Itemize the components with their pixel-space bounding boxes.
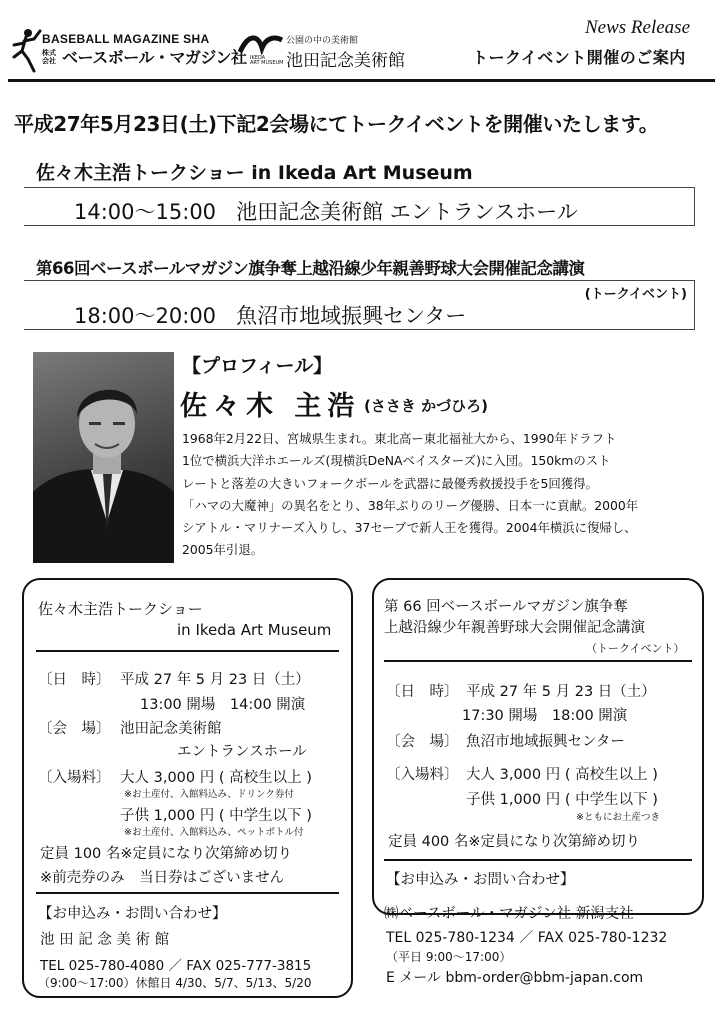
left-advance-ticket-note: ※前売券のみ 当日券はございません — [40, 870, 285, 886]
left-date-label: 〔日 時〕 — [38, 672, 111, 688]
event-2-title: 第66回ベースボールマガジン旗争奪上越沿線少年親善野球大会開催記念講演 — [36, 255, 588, 279]
event-1-title-rule — [24, 187, 695, 188]
left-contact-name: 池 田 記 念 美 術 館 — [40, 932, 170, 948]
publisher-corp-label: 株式会社 — [42, 49, 56, 65]
right-date: 平成 27 年 5 月 23 日（土） — [466, 684, 656, 700]
left-venue: 池田記念美術館 — [120, 721, 222, 737]
left-contact-tel: TEL 025-780-4080 ／ FAX 025-777-3815 — [40, 958, 312, 974]
profile-name-kana: (ささき かづひろ) — [364, 397, 488, 415]
left-capacity: 定員 100 名※定員になり次第締め切り — [40, 846, 293, 862]
headline: 平成27年5月23日(土)下記2会場にてトークイベントを開催いたします。 — [14, 112, 659, 136]
right-contact-name: ㈱ベースボール・マガジン社 新潟支社 — [384, 906, 634, 922]
right-date-label: 〔日 時〕 — [386, 684, 459, 700]
event-1 — [30, 158, 695, 226]
right-contact-tel: TEL 025-780-1234 ／ FAX 025-780-1232 — [386, 930, 668, 946]
event-2-note: (トークイベント) — [585, 283, 687, 302]
right-contact-hours: （平日 9:00〜17:00） — [386, 950, 512, 964]
right-open-time: 17:30 開場 18:00 開演 — [462, 708, 628, 724]
left-fee-child: 子供 1,000 円 ( 中学生以下 ) — [120, 808, 312, 824]
profile-name: 佐々木 主浩 — [180, 391, 361, 422]
left-fee-child-note: ※お土産付、入館料込み、ペットボトル付 — [124, 827, 304, 838]
news-release-label: News Release — [585, 17, 691, 38]
lecture-info-box — [372, 578, 704, 915]
event-2 — [30, 255, 695, 330]
bio-line: 1968年2月22日、宮城県生まれ。東北高ー東北福祉大から、1990年ドラフト — [182, 431, 617, 446]
right-fee-child: 子供 1,000 円 ( 中学生以下 ) — [466, 792, 658, 808]
museum-tagline: 公園の中の美術館 — [286, 36, 359, 46]
left-box-divider — [36, 892, 339, 894]
left-date: 平成 27 年 5 月 23 日（土） — [120, 672, 310, 688]
left-box-title: 佐々木主浩トークショー — [38, 600, 203, 618]
left-venue-label: 〔会 場〕 — [38, 721, 111, 737]
talk-show-info-box — [22, 578, 353, 998]
right-box-divider — [384, 859, 692, 861]
left-contact-hours: （9:00〜17:00）休館日 4/30、5/7、5/13、5/20 — [38, 976, 312, 990]
publisher-name-jp: ベースボール・マガジン社 — [62, 48, 247, 67]
profile-bio — [182, 428, 702, 562]
event-1-title: 佐々木主浩トークショー in Ikeda Art Museum — [36, 158, 479, 185]
release-title: トークイベント開催のご案内 — [472, 48, 686, 67]
profile-heading: 【プロフィール】 — [182, 355, 333, 377]
bio-line: レートと落差の大きいフォークボールを武器に最優秀救援投手を5回獲得。 — [182, 475, 598, 491]
left-fee-adult: 大人 3,000 円 ( 高校生以上 ) — [120, 770, 312, 786]
left-fee-adult-note: ※お土産付、入館料込み、ドリンク券付 — [124, 789, 294, 800]
event-1-time: 14:00〜15:00 池田記念美術館 エントランスホール — [74, 200, 578, 224]
svg-text:ART MUSEUM: ART MUSEUM — [250, 60, 284, 66]
left-box-divider — [36, 650, 339, 652]
bio-line: 1位で横浜大洋ホエールズ(現横浜DeNAベイスターズ)に入団。150kmのスト — [182, 453, 611, 469]
right-fee-label: 〔入場料〕 — [386, 767, 459, 783]
right-capacity: 定員 400 名※定員になり次第締め切り — [388, 834, 641, 850]
right-venue: 魚沼市地域振興センター — [466, 734, 625, 750]
left-fee-label: 〔入場料〕 — [38, 770, 111, 786]
header-divider — [8, 79, 715, 82]
bio-line: 「ハマの大魔神」の異名をとり、38年ぶりのリーグ優勝、日本一に貢献。2000年 — [182, 497, 639, 513]
right-contact-email: E メール bbm-order@bbm-japan.com — [386, 970, 644, 986]
person-portrait-icon — [33, 352, 174, 563]
baseball-magazine-logo-icon — [8, 27, 42, 73]
right-box-title-note: （トークイベント） — [586, 642, 685, 655]
museum-name: 池田記念美術館 — [286, 51, 405, 71]
publisher-name-en: BASEBALL MAGAZINE SHA — [42, 32, 210, 46]
right-fee-note: ※ともにお土産つき — [576, 812, 660, 823]
ikeda-museum-logo-icon — [238, 30, 284, 66]
left-box-subtitle: in Ikeda Art Museum — [177, 621, 332, 639]
right-box-divider — [384, 660, 692, 662]
right-contact-heading: 【お申込み・お問い合わせ】 — [386, 872, 575, 888]
left-venue-hall: エントランスホール — [177, 744, 307, 760]
bio-line: 2005年引退。 — [182, 542, 264, 558]
right-box-title-1: 第 66 回ベースボールマガジン旗争奪 — [384, 599, 628, 615]
left-contact-heading: 【お申込み・お問い合わせ】 — [38, 906, 227, 922]
left-open-time: 13:00 開場 14:00 開演 — [140, 697, 306, 713]
right-fee-adult: 大人 3,000 円 ( 高校生以上 ) — [466, 767, 658, 783]
right-box-title-2: 上越沿線少年親善野球大会開催記念講演 — [384, 620, 645, 636]
right-venue-label: 〔会 場〕 — [386, 734, 459, 750]
svg-text:IKEDA: IKEDA — [250, 55, 266, 61]
profile-photo — [33, 352, 174, 563]
event-2-time: 18:00〜20:00 魚沼市地域振興センター — [74, 304, 467, 328]
bio-line: シアトル・マリナーズ入りし、37セーブで新人王を獲得。2004年横浜に復帰し、 — [182, 520, 637, 536]
